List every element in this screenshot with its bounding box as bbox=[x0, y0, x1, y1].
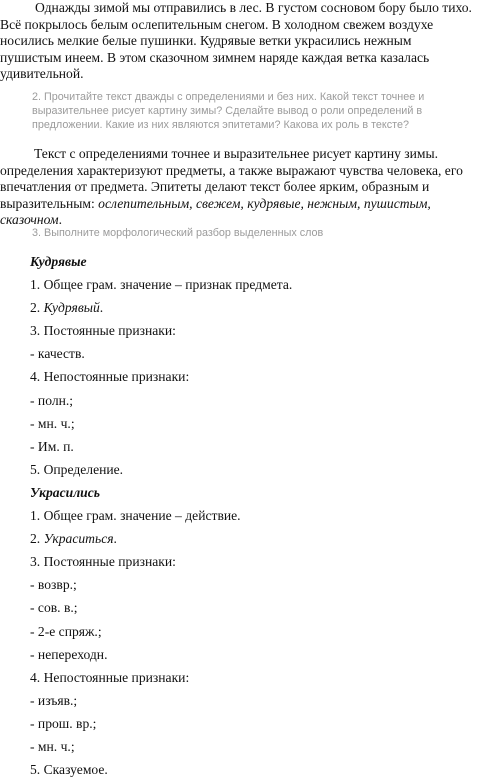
intro-paragraph: Однажды зимой мы отправились в лес. В густом сосновом бору было тихо. Всё покрылось белым ослепительным снегом. В холодном свежем воздухе носились мелкие белые пушинки. Кудрявые ветки украсились нежным пушистым инеем. В этом сказочном зимнем наряде каждая ветка казалась удивительной. bbox=[0, 0, 472, 81]
list-item: - непереходн. bbox=[30, 646, 108, 662]
list-item: - качеств. bbox=[30, 346, 85, 362]
list-item: - сов. в.; bbox=[30, 600, 78, 616]
list-item: - полн.; bbox=[30, 392, 74, 408]
list-item: 5. Сказуемое. bbox=[30, 762, 108, 778]
list-item bbox=[30, 530, 470, 553]
item-number: 2. bbox=[30, 300, 44, 316]
epithets-list: ослепительным, свежем, кудрявые, нежным, пушистым, сказочном bbox=[0, 195, 431, 227]
morphological-analysis bbox=[30, 253, 470, 784]
word-heading-kudryavye: Кудрявые bbox=[30, 254, 87, 269]
list-item: 3. Постоянные признаки: bbox=[30, 323, 176, 339]
list-item: - прош. вр.; bbox=[30, 715, 97, 731]
list-item: 4. Непостоянные признаки: bbox=[30, 669, 190, 685]
task-2-instruction: 2. Прочитайте текст дважды с определениями и без них. Какой текст точнее и выразительнее рисует картину зимы? Сделайте вывод о роли определений в предложении. Какие из них являются эпитетами? Какова их роль в тексте? bbox=[32, 91, 425, 131]
answer-end: . bbox=[58, 212, 63, 227]
initial-form: Украситься bbox=[43, 531, 114, 547]
list-item: 4. Непостоянные признаки: bbox=[30, 369, 190, 385]
list-item: - мн. ч.; bbox=[30, 415, 75, 431]
list-item: - мн. ч.; bbox=[30, 738, 75, 754]
item-end: . bbox=[113, 531, 117, 547]
task-3-instruction: 3. Выполните морфологический разбор выделенных слов bbox=[32, 227, 324, 239]
list-item bbox=[30, 299, 470, 322]
list-item: 3. Постоянные признаки: bbox=[30, 554, 176, 570]
list-item: 5. Определение. bbox=[30, 461, 124, 477]
item-end: . bbox=[99, 300, 104, 316]
initial-form: Кудрявый bbox=[43, 300, 100, 316]
list-item: - возвр.; bbox=[30, 577, 77, 593]
list-item: - Им. п. bbox=[30, 438, 74, 454]
answer-paragraph bbox=[0, 146, 474, 229]
item-number: 2. bbox=[30, 531, 44, 547]
answer-text: Текст с определениями точнее и выразительнее рисует картину зимы. определения характеризуют предметы, а также выражают чувства человека, его впечатления от предмета. Эпитеты делают текст более ярким, образным и выразительным: bbox=[0, 146, 463, 211]
list-item: 1. Общее грам. значение – действие. bbox=[30, 508, 241, 524]
list-item: - изъяв.; bbox=[30, 692, 78, 708]
list-item: - 2-е спряж.; bbox=[30, 623, 102, 639]
list-item: 1. Общее грам. значение – признак предмета. bbox=[30, 277, 293, 293]
word-heading-ukrasilis: Украсились bbox=[30, 484, 100, 500]
